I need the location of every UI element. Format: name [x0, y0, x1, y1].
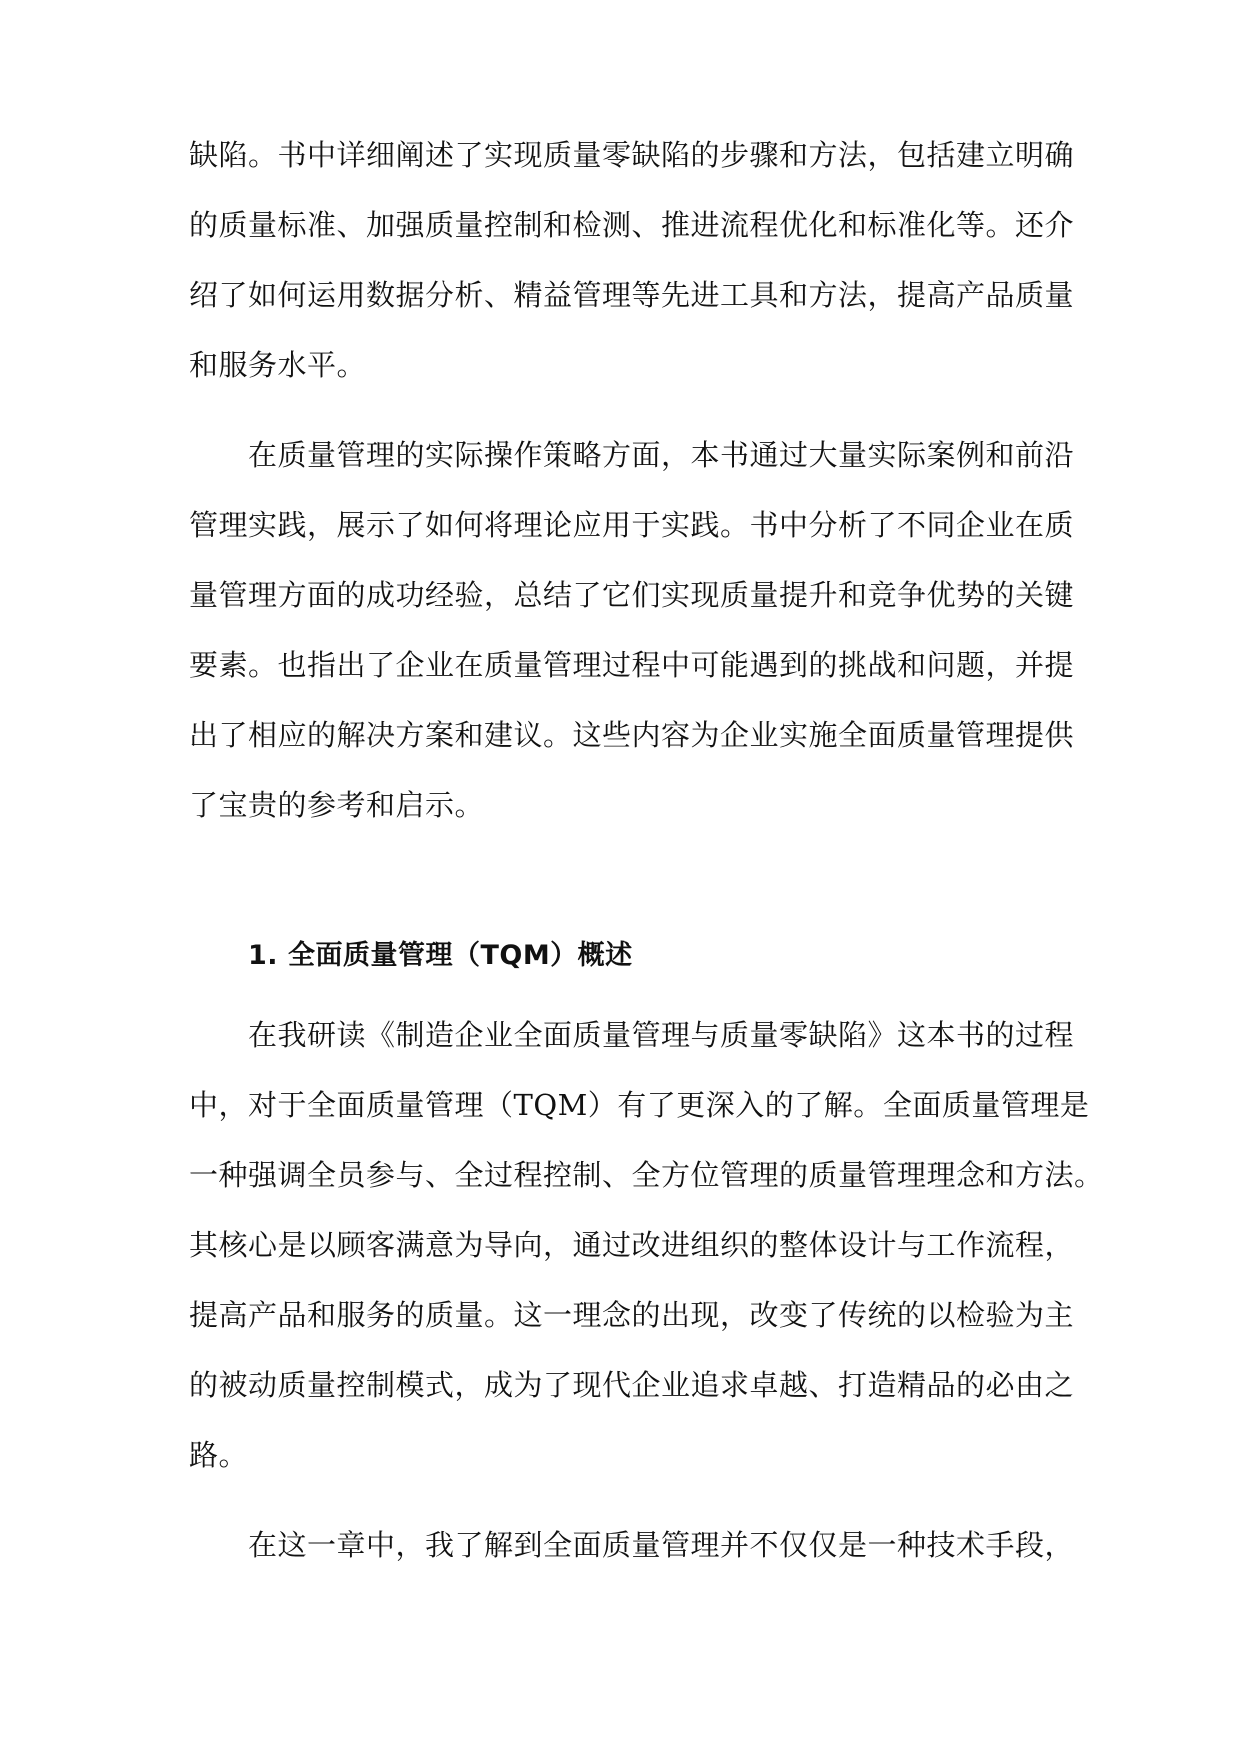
paragraph-line: 和服务水平。 [189, 348, 367, 382]
paragraph-line: 路。 [189, 1438, 249, 1472]
paragraph-line: 缺陷。书中详细阐述了实现质量零缺陷的步骤和方法，包括建立明确 [189, 138, 1075, 172]
paragraph-line: 管理实践，展示了如何将理论应用于实践。书中分析了不同企业在质 [189, 508, 1075, 542]
paragraph-line: 在我研读《制造企业全面质量管理与质量零缺陷》这本书的过程 [248, 1018, 1075, 1052]
paragraph-line: 的质量标准、加强质量控制和检测、推进流程优化和标准化等。还介 [189, 208, 1075, 242]
paragraph-line: 了宝贵的参考和启示。 [189, 788, 485, 822]
paragraph-line: 提高产品和服务的质量。这一理念的出现，改变了传统的以检验为主 [189, 1298, 1075, 1332]
paragraph-line: 绍了如何运用数据分析、精益管理等先进工具和方法，提高产品质量 [189, 278, 1075, 312]
paragraph-line: 在这一章中，我了解到全面质量管理并不仅仅是一种技术手段， [248, 1528, 1075, 1562]
paragraph-line: 量管理方面的成功经验，总结了它们实现质量提升和竞争优势的关键 [189, 578, 1075, 612]
section-heading: 1. 全面质量管理（TQM）概述 [248, 940, 633, 971]
paragraph-line: 要素。也指出了企业在质量管理过程中可能遇到的挑战和问题，并提 [189, 648, 1075, 682]
paragraph-line: 一种强调全员参与、全过程控制、全方位管理的质量管理理念和方法。 [189, 1158, 1104, 1192]
paragraph-line: 在质量管理的实际操作策略方面，本书通过大量实际案例和前沿 [248, 438, 1075, 472]
paragraph-line: 的被动质量控制模式，成为了现代企业追求卓越、打造精品的必由之 [189, 1368, 1075, 1402]
paragraph-line: 出了相应的解决方案和建议。这些内容为企业实施全面质量管理提供 [189, 718, 1075, 752]
paragraph-line: 中，对于全面质量管理（TQM）有了更深入的了解。全面质量管理是 [189, 1088, 1090, 1122]
paragraph-line: 其核心是以顾客满意为导向，通过改进组织的整体设计与工作流程， [189, 1228, 1075, 1262]
